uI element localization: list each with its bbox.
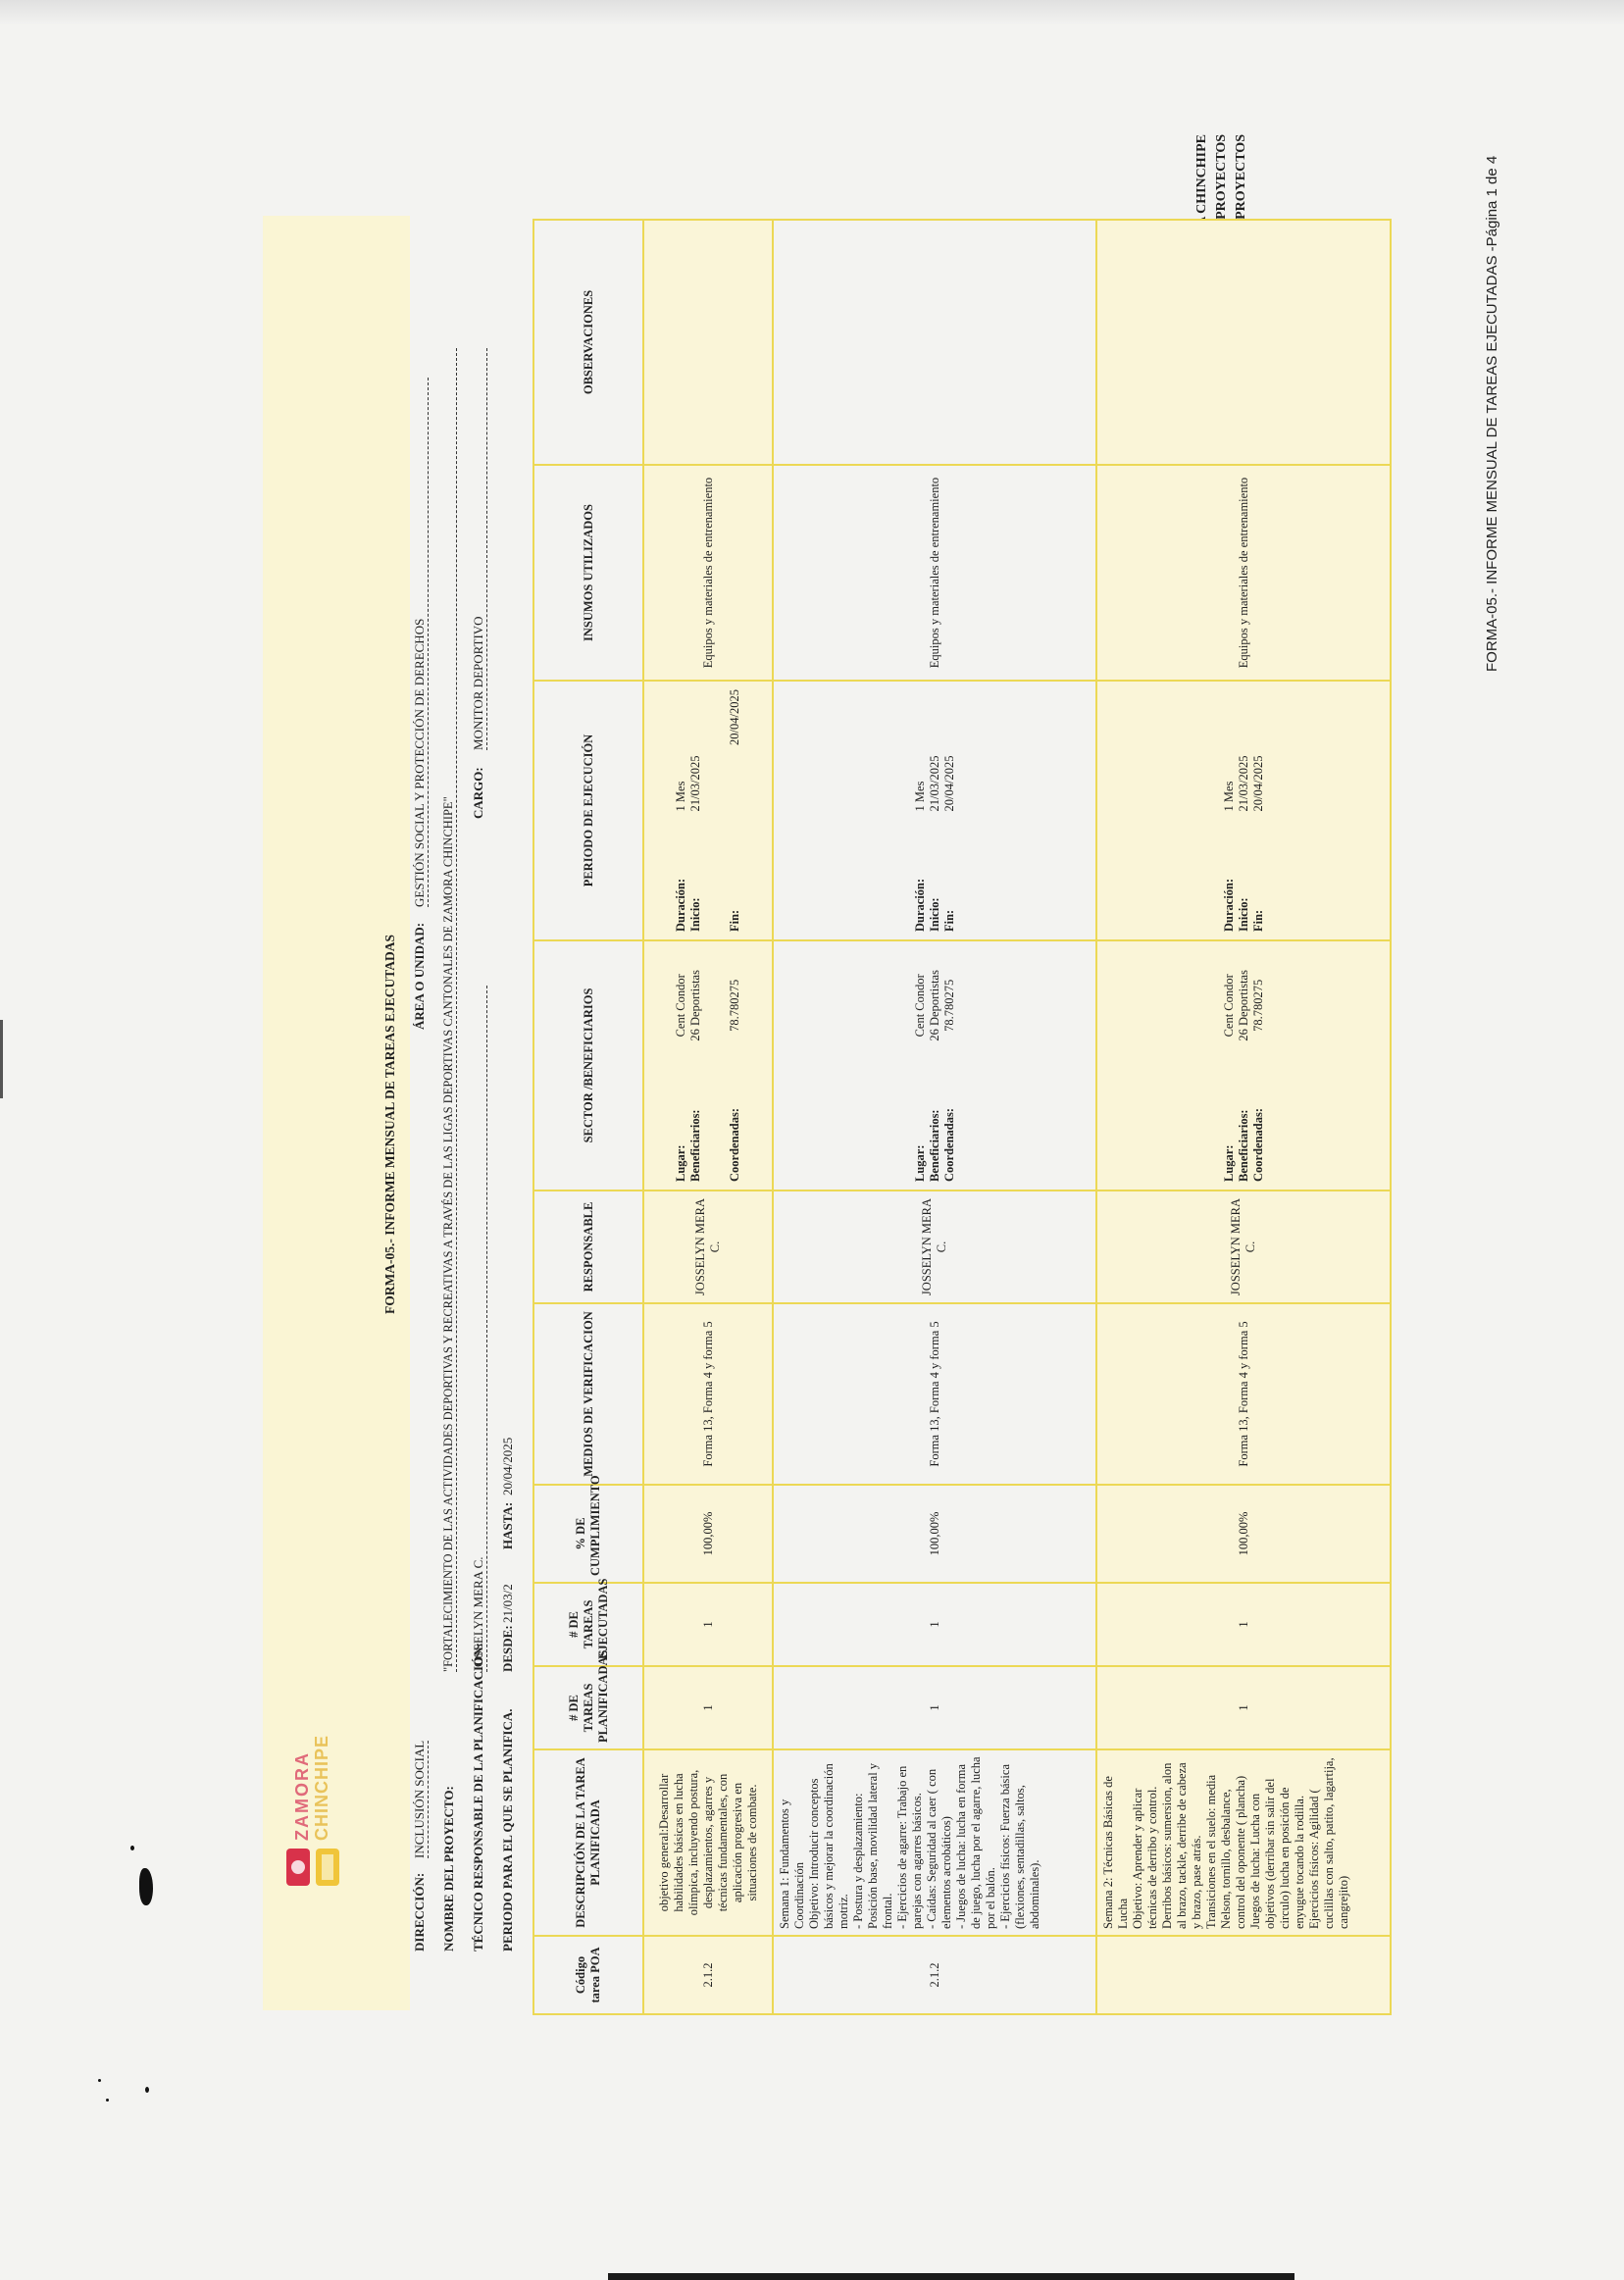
fin-label: Fin: xyxy=(1250,909,1265,932)
cell-ejecutadas: 1 xyxy=(643,1583,773,1666)
cell-cumplimiento: 100,00% xyxy=(773,1485,1096,1583)
cell-observaciones xyxy=(773,220,1096,465)
cell-periodo xyxy=(1096,681,1391,940)
cell-insumos: Equipos y materiales de entrenamiento xyxy=(643,465,773,681)
tasks-table xyxy=(533,219,1392,2015)
col-cumplimiento: % DE CUMPLIMIENTO xyxy=(533,1485,643,1583)
lugar-label: Lugar: xyxy=(674,1144,687,1182)
cargo-label: CARGO: xyxy=(471,767,485,819)
logo-text-2: CHINCHIPE xyxy=(312,1734,331,1841)
cell-descripcion: Semana 2: Técnicas Básicas de Lucha Objetivo: Aprender y aplicar técnicas de derribo y control. Derribos básicos: sumersion, alon al brazo, tackle, derribe de cabeza y brazo, pase atrás. Transiciones en el suelo: media Nelson, tornillo, desbalance, control del oponente ( plancha) Juegos de lucha: Lucha con objetivos (derribar sin salir del circulo) lucha en posición de enyugue tocando la rodilla. Ejercicios físicos: Agilidad ( cuclillas con salto, patito, lagartija, cangrejito) xyxy=(1096,1749,1391,1936)
cell-sector xyxy=(773,940,1096,1191)
logo-text-1: ZAMORA xyxy=(292,1751,312,1841)
proyecto-value: "FORTALECIMIENTO DE LAS ACTIVIDADES DEPORTIVAS Y RECREATIVAS A TRAVÉS DE LAS LIGAS DEPORTIVAS CANTONALES DE ZAMORA CHINCHIPE" xyxy=(441,348,457,1672)
periodo-details xyxy=(674,687,742,934)
fin-value: 20/04/2025 xyxy=(1250,755,1265,812)
duracion-label: Duración: xyxy=(912,878,927,932)
coordenadas-value: 78.780275 xyxy=(728,979,741,1032)
table-row xyxy=(773,220,1096,2014)
col-codigo: Código tarea POA xyxy=(533,1936,643,2014)
org-line-1: GOBIERNO PROVINCIAL DE ZAMORA CHINCHIPE xyxy=(1194,134,1209,472)
area-label: ÁREA O UNIDAD: xyxy=(412,922,427,1030)
coordenadas-value: 78.780275 xyxy=(941,979,956,1032)
inicio-label: Inicio: xyxy=(688,897,702,932)
sector-details xyxy=(913,947,957,1184)
duracion-value: 1 Mes xyxy=(912,781,927,812)
beneficiarios-label: Beneficiarios: xyxy=(927,1109,941,1182)
cell-insumos: Equipos y materiales de entrenamiento xyxy=(773,465,1096,681)
periodo-details xyxy=(1222,687,1266,934)
cell-observaciones xyxy=(643,220,773,465)
cell-responsable: JOSSELYN MERA C. xyxy=(773,1191,1096,1303)
col-descripcion: DESCRIPCIÓN DE LA TAREA PLANIFICADA xyxy=(533,1749,643,1936)
cell-medios: Forma 13, Forma 4 y forma 5 xyxy=(773,1303,1096,1485)
cell-codigo: 2.1.2 xyxy=(773,1936,1096,2014)
table-header-row xyxy=(533,220,643,2014)
col-insumos: INSUMOS UTILIZADOS xyxy=(533,465,643,681)
cell-planificadas: 1 xyxy=(773,1666,1096,1749)
duracion-label: Duración: xyxy=(674,878,687,932)
tecnico-value: JOSSELYN MERA C. xyxy=(471,986,487,1672)
logo xyxy=(275,1734,363,1888)
coordenadas-label: Coordenadas: xyxy=(728,1107,741,1182)
scan-bottom-edge xyxy=(608,2273,1294,2280)
form-title: FORMA-05.- INFORME MENSUAL DE TAREAS EJECUTADAS xyxy=(382,934,397,1314)
cell-descripcion: Semana 1: Fundamentos y Coordinación Objetivo: Introducir conceptos básicos y mejorar la coordinación motriz. - Postura y desplazamiento: Posición base, movilidad lateral y frontal. - Ejercicios de agarre: Trabajo en parejas con agarres básicos. - Caídas: Seguridad al caer ( con elementos acrobáticos) - Juegos de lucha: lucha en forma de juego, lucha por el agarre, lucha por el balón. - Ejercicios físicos: Fuerza básica (flexiones, sentadillas, saltos, abdominales). xyxy=(773,1749,1096,1936)
beneficiarios-label: Beneficiarios: xyxy=(1236,1109,1250,1182)
lugar-value: Cent Condor xyxy=(674,974,687,1038)
col-responsable: RESPONSABLE xyxy=(533,1191,643,1303)
desde-label: DESDE: xyxy=(500,1625,515,1672)
document-sheet xyxy=(116,123,1508,2084)
cell-sector xyxy=(643,940,773,1191)
beneficiarios-value: 26 Deportistas xyxy=(1236,970,1250,1041)
col-sector: SECTOR /BENEFICIARIOS xyxy=(533,940,643,1191)
col-medios: MEDIOS DE VERIFICACION xyxy=(533,1303,643,1485)
col-observaciones: OBSERVACIONES xyxy=(533,220,643,465)
direccion-label: DIRECCIÓN: xyxy=(412,1872,427,1951)
periodo-details xyxy=(913,687,957,934)
cell-periodo xyxy=(773,681,1096,940)
duracion-value: 1 Mes xyxy=(674,781,687,812)
lugar-label: Lugar: xyxy=(1221,1144,1236,1182)
cell-descripcion: objetivo general:Desarrollar habilidades básicas en lucha olímpica, incluyendo postura, desplazamientos, agarres y técnicas fundamentales, con aplicación progresiva en situaciones de combate. xyxy=(643,1749,773,1936)
cell-ejecutadas: 1 xyxy=(773,1583,1096,1666)
inicio-value: 21/03/2025 xyxy=(1236,755,1250,812)
cell-planificadas: 1 xyxy=(643,1666,773,1749)
cell-codigo xyxy=(1096,1936,1391,2014)
proyecto-label: NOMBRE DEL PROYECTO: xyxy=(441,1786,456,1951)
fin-label: Fin: xyxy=(941,909,956,932)
coordenadas-value: 78.780275 xyxy=(1250,979,1265,1032)
org-line-2: DIRECCIÓN DE PLANIFICACIÓN / UNIDAD DE GESTIÓN DE PROYECTOS xyxy=(1214,134,1229,618)
coordenadas-label: Coordenadas: xyxy=(1250,1107,1265,1182)
sector-details xyxy=(674,947,742,1184)
cargo-value: MONITOR DEPORTIVO xyxy=(471,348,487,750)
cell-observaciones xyxy=(1096,220,1391,465)
cell-periodo xyxy=(643,681,773,940)
lugar-value: Cent Condor xyxy=(1221,974,1236,1038)
lugar-label: Lugar: xyxy=(912,1144,927,1182)
inicio-label: Inicio: xyxy=(927,897,941,932)
cell-insumos: Equipos y materiales de entrenamiento xyxy=(1096,465,1391,681)
col-planificadas: # DE TAREAS PLANIFICADAS xyxy=(533,1666,643,1749)
scan-top-shadow xyxy=(0,0,1624,25)
page-footer: FORMA-05.- INFORME MENSUAL DE TAREAS EJECUTADAS -Página 1 de 4 xyxy=(1484,155,1500,672)
inicio-value: 21/03/2025 xyxy=(688,755,702,812)
beneficiarios-label: Beneficiarios: xyxy=(688,1109,702,1182)
cell-responsable: JOSSELYN MERA C. xyxy=(1096,1191,1391,1303)
periodo-label: PERIODO PARA EL QUE SE PLANIFICA. xyxy=(500,1708,515,1951)
direccion-value: INCLUSIÓN SOCIAL xyxy=(412,1740,427,1858)
duracion-value: 1 Mes xyxy=(1221,781,1236,812)
ink-speck xyxy=(98,2079,101,2082)
beneficiarios-value: 26 Deportistas xyxy=(688,970,702,1041)
cell-planificadas: 1 xyxy=(1096,1666,1391,1749)
duracion-label: Duración: xyxy=(1221,878,1236,932)
cell-medios: Forma 13, Forma 4 y forma 5 xyxy=(1096,1303,1391,1485)
tecnico-label: TÉCNICO RESPONSABLE DE LA PLANIFICACIÓN: xyxy=(471,1643,485,1951)
cell-cumplimiento: 100,00% xyxy=(1096,1485,1391,1583)
cell-cumplimiento: 100,00% xyxy=(643,1485,773,1583)
table-row xyxy=(1096,220,1391,2014)
col-ejecutadas: # DE TAREAS EJECUTADAS xyxy=(533,1583,643,1666)
coordenadas-label: Coordenadas: xyxy=(941,1107,956,1182)
cell-medios: Forma 13, Forma 4 y forma 5 xyxy=(643,1303,773,1485)
lugar-value: Cent Condor xyxy=(912,974,927,1038)
hasta-label: HASTA: xyxy=(500,1501,515,1549)
col-periodo: PERIODO DE EJECUCIÓN xyxy=(533,681,643,940)
area-value: GESTIÓN SOCIAL Y PROTECCIÓN DE DERECHOS xyxy=(412,378,429,907)
table-row xyxy=(643,220,773,2014)
fin-label: Fin: xyxy=(728,909,741,932)
cell-codigo: 2.1.2 xyxy=(643,1936,773,2014)
fin-value: 20/04/2025 xyxy=(728,689,741,745)
scan-left-edge xyxy=(0,1020,3,1098)
sector-details xyxy=(1222,947,1266,1184)
beneficiarios-value: 26 Deportistas xyxy=(927,970,941,1041)
cell-responsable: JOSSELYN MERA C. xyxy=(643,1191,773,1303)
cell-sector xyxy=(1096,940,1391,1191)
inicio-value: 21/03/2025 xyxy=(927,755,941,812)
ink-speck xyxy=(106,2099,109,2102)
ink-speck xyxy=(145,2087,149,2093)
fin-value: 20/04/2025 xyxy=(941,755,956,812)
hasta-value: 20/04/2025 xyxy=(500,1437,515,1495)
desde-value: 21/03/2 xyxy=(500,1584,515,1623)
org-line-3: SISTEMA INTEGRADO DE GESTIÓN DE PROYECTOS xyxy=(1234,134,1248,483)
cell-ejecutadas: 1 xyxy=(1096,1583,1391,1666)
inicio-label: Inicio: xyxy=(1236,897,1250,932)
